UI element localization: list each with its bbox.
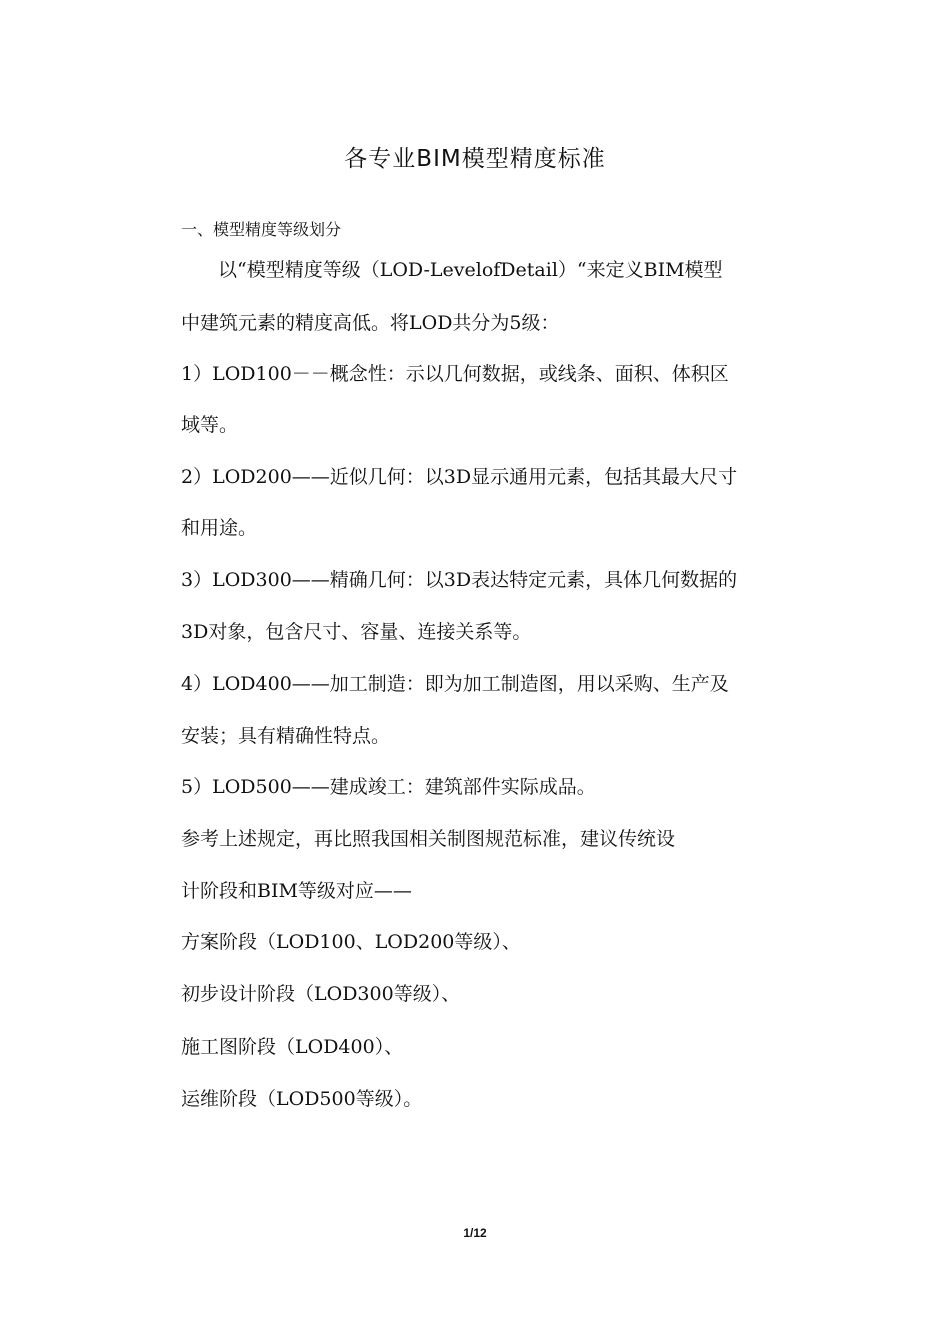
- paragraph-line: 方案阶段（LOD100、LOD200等级）、: [181, 931, 521, 953]
- paragraph-line: 计阶段和BIM等级对应——: [181, 880, 412, 902]
- paragraph-line: 域等。: [181, 414, 239, 436]
- paragraph-line: 参考上述规定，再比照我国相关制图规范标准，建议传统设: [181, 828, 676, 850]
- paragraph-line: 和用途。: [181, 517, 258, 539]
- section-heading: 一、模型精度等级划分: [181, 220, 342, 239]
- page-number: 1/12: [463, 1226, 487, 1240]
- paragraph-line: 4）LOD400——加工制造：即为加工制造图，用以采购、生产及: [181, 673, 729, 695]
- paragraph-line: 3）LOD300——精确几何：以3D表达特定元素，具体几何数据的: [181, 569, 738, 591]
- paragraph-line: 施工图阶段（LOD400）、: [181, 1036, 404, 1058]
- paragraph-line: 3D对象，包含尺寸、容量、连接关系等。: [181, 621, 532, 643]
- paragraph-line: 运维阶段（LOD500等级）。: [181, 1088, 423, 1110]
- paragraph-line: 中建筑元素的精度高低。将LOD共分为5级：: [181, 312, 560, 334]
- paragraph-line: 5）LOD500——建成竣工：建筑部件实际成品。: [181, 776, 596, 798]
- paragraph-line: 2）LOD200——近似几何：以3D显示通用元素，包括其最大尺寸: [181, 466, 738, 488]
- paragraph-line: 安装；具有精确性特点。: [181, 725, 391, 747]
- paragraph-line: 初步设计阶段（LOD300等级）、: [181, 983, 461, 1005]
- paragraph-line: 以“模型精度等级（LOD-LevelofDetail）“来定义BIM模型: [218, 259, 723, 281]
- document-title: 各专业BIM模型精度标准: [344, 146, 606, 172]
- paragraph-line: 1）LOD100－－概念性：示以几何数据，或线条、面积、体积区: [181, 363, 729, 385]
